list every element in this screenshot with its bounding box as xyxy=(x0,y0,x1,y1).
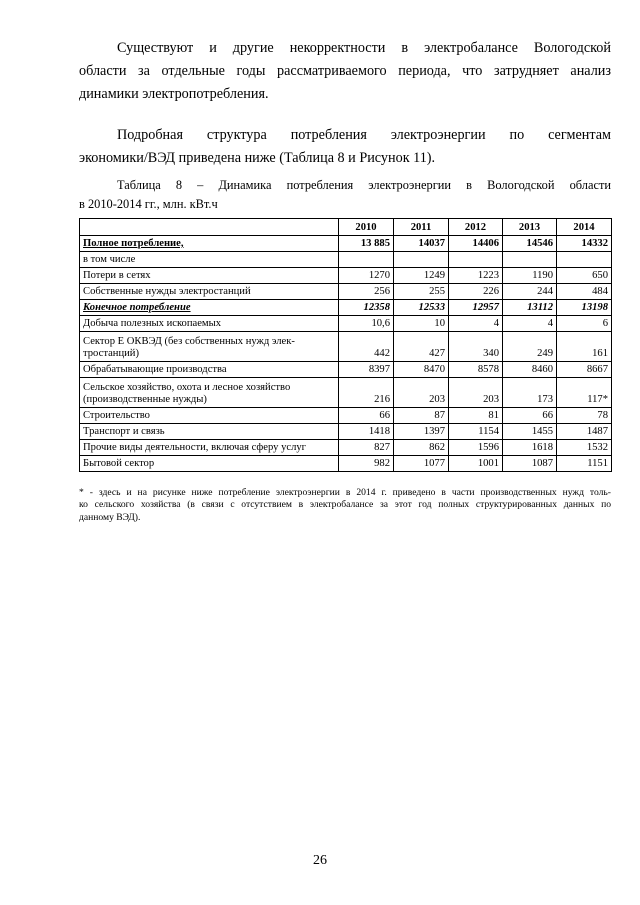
value-cell: 8397 xyxy=(339,362,394,378)
table-row xyxy=(80,268,612,284)
paragraph-line: Существуют и другие некорректности в электробалансе Вологодской xyxy=(117,40,611,56)
table-row xyxy=(80,362,612,378)
value-cell: 4 xyxy=(449,316,503,332)
value-cell: 81 xyxy=(449,408,503,424)
value-cell: 10,6 xyxy=(339,316,394,332)
caption-line: Таблица 8 – Динамика потребления электроэнергии в Вологодской области xyxy=(117,178,611,192)
table-row xyxy=(80,236,612,252)
value-cell: 216 xyxy=(339,378,394,408)
value-cell: 117* xyxy=(557,378,612,408)
value-cell: 14037 xyxy=(394,236,449,252)
value-cell: 650 xyxy=(557,268,612,284)
value-cell: 1270 xyxy=(339,268,394,284)
paragraph-line: динамики электропотребления. xyxy=(79,86,269,102)
table-row xyxy=(80,378,612,408)
value-cell: 1077 xyxy=(394,456,449,472)
header-empty-cell xyxy=(80,219,339,236)
table-row xyxy=(80,456,612,472)
table-row xyxy=(80,284,612,300)
value-cell: 14332 xyxy=(557,236,612,252)
value-cell: 161 xyxy=(557,332,612,362)
consumption-table xyxy=(79,218,612,472)
row-label: в том числе xyxy=(80,252,339,268)
row-label: Строительство xyxy=(80,408,339,424)
table-row xyxy=(80,300,612,316)
value-cell: 78 xyxy=(557,408,612,424)
value-cell: 10 xyxy=(394,316,449,332)
table-row xyxy=(80,440,612,456)
value-cell: 12533 xyxy=(394,300,449,316)
value-cell: 1397 xyxy=(394,424,449,440)
table-row xyxy=(80,332,612,362)
value-cell xyxy=(394,252,449,268)
value-cell: 1596 xyxy=(449,440,503,456)
value-cell: 87 xyxy=(394,408,449,424)
row-label: Потери в сетях xyxy=(80,268,339,284)
header-year: 2014 xyxy=(557,219,612,236)
value-cell: 1151 xyxy=(557,456,612,472)
row-label: Добыча полезных ископаемых xyxy=(80,316,339,332)
value-cell: 982 xyxy=(339,456,394,472)
value-cell: 1223 xyxy=(449,268,503,284)
table-caption xyxy=(79,176,611,214)
row-label: Прочие виды деятельности, включая сферу услуг xyxy=(80,440,339,456)
paragraph-incorrectness xyxy=(79,37,611,106)
value-cell: 14546 xyxy=(503,236,557,252)
value-cell xyxy=(449,252,503,268)
value-cell xyxy=(557,252,612,268)
value-cell: 427 xyxy=(394,332,449,362)
value-cell: 1249 xyxy=(394,268,449,284)
value-cell: 12957 xyxy=(449,300,503,316)
value-cell: 255 xyxy=(394,284,449,300)
header-year: 2010 xyxy=(339,219,394,236)
value-cell: 8667 xyxy=(557,362,612,378)
value-cell: 1487 xyxy=(557,424,612,440)
value-cell: 340 xyxy=(449,332,503,362)
row-label: Сельское хозяйство, охота и лесное хозяйство (производственные нужды) xyxy=(80,378,339,408)
value-cell: 1190 xyxy=(503,268,557,284)
header-year: 2011 xyxy=(394,219,449,236)
footnote-line: ко сельского хозяйства (в связи с отсутствием в электробалансе за этот год полных структурированных данных по xyxy=(79,499,611,511)
value-cell: 203 xyxy=(394,378,449,408)
value-cell: 13 885 xyxy=(339,236,394,252)
row-label: Обрабатывающие производства xyxy=(80,362,339,378)
row-label: Транспорт и связь xyxy=(80,424,339,440)
table-footnote xyxy=(79,487,611,524)
value-cell: 6 xyxy=(557,316,612,332)
row-label: Собственные нужды электростанций xyxy=(80,284,339,300)
table-row xyxy=(80,424,612,440)
value-cell: 1418 xyxy=(339,424,394,440)
value-cell: 1455 xyxy=(503,424,557,440)
paragraph-line: области за отдельные годы рассматриваемого периода, что затрудняет анализ xyxy=(79,63,611,79)
value-cell: 8460 xyxy=(503,362,557,378)
header-year: 2013 xyxy=(503,219,557,236)
value-cell xyxy=(339,252,394,268)
header-year: 2012 xyxy=(449,219,503,236)
value-cell: 203 xyxy=(449,378,503,408)
value-cell: 14406 xyxy=(449,236,503,252)
value-cell: 1087 xyxy=(503,456,557,472)
value-cell: 13198 xyxy=(557,300,612,316)
value-cell: 226 xyxy=(449,284,503,300)
value-cell: 173 xyxy=(503,378,557,408)
value-cell: 1001 xyxy=(449,456,503,472)
value-cell: 4 xyxy=(503,316,557,332)
table-body xyxy=(80,236,612,472)
value-cell: 484 xyxy=(557,284,612,300)
row-label: Бытовой сектор xyxy=(80,456,339,472)
table-row xyxy=(80,316,612,332)
value-cell: 249 xyxy=(503,332,557,362)
table-header-row xyxy=(80,219,612,236)
caption-line: в 2010-2014 гг., млн. кВт.ч xyxy=(79,197,218,211)
paragraph-line: экономики/ВЭД приведена ниже (Таблица 8 и Рисунок 11). xyxy=(79,150,436,166)
value-cell: 1618 xyxy=(503,440,557,456)
page-number: 26 xyxy=(313,853,327,868)
value-cell: 8578 xyxy=(449,362,503,378)
row-label: Конечное потребление xyxy=(80,300,339,316)
value-cell: 66 xyxy=(339,408,394,424)
value-cell: 1532 xyxy=(557,440,612,456)
value-cell: 442 xyxy=(339,332,394,362)
value-cell: 862 xyxy=(394,440,449,456)
footnote-line: данному ВЭД). xyxy=(79,511,141,523)
footnote-line: * - здесь и на рисунке ниже потребление электроэнергии в 2014 г. приведено в части производственных нужд толь- xyxy=(79,487,611,498)
value-cell: 8470 xyxy=(394,362,449,378)
value-cell: 256 xyxy=(339,284,394,300)
value-cell: 12358 xyxy=(339,300,394,316)
paragraph-structure xyxy=(79,124,611,170)
row-label: Сектор Е ОКВЭД (без собственных нужд элек-тростанций) xyxy=(80,332,339,362)
row-label: Полное потребление, xyxy=(80,236,339,252)
table-row xyxy=(80,252,612,268)
value-cell: 66 xyxy=(503,408,557,424)
value-cell: 1154 xyxy=(449,424,503,440)
value-cell: 827 xyxy=(339,440,394,456)
value-cell: 13112 xyxy=(503,300,557,316)
value-cell: 244 xyxy=(503,284,557,300)
table-row xyxy=(80,408,612,424)
paragraph-line: Подробная структура потребления электроэнергии по сегментам xyxy=(117,127,611,143)
value-cell xyxy=(503,252,557,268)
